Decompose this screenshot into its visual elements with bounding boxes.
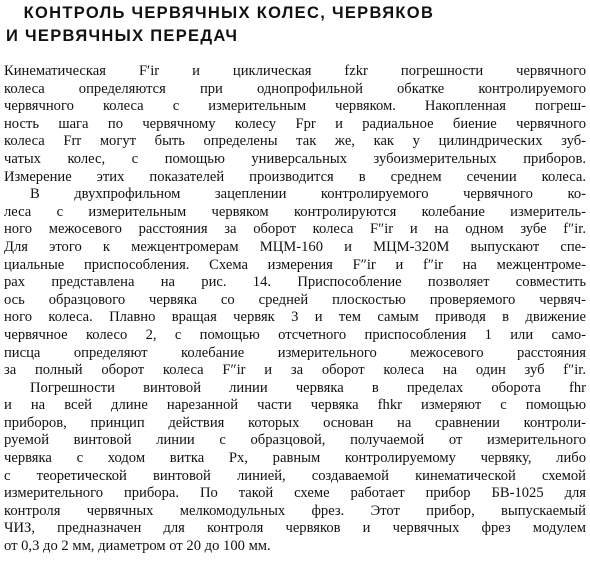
text-line: за полный оборот колеса F″ir и за оборот колеса на один зуб f″ir. bbox=[4, 362, 586, 379]
text-line: измерительного прибора. По такой схеме работает прибор БВ-1025 для bbox=[4, 485, 586, 502]
text-line: червячного колеса с измерительным червяком. Накопленная погреш- bbox=[4, 98, 586, 115]
text-line: и на всей длине нарезанной части червяка fhkr измеряют с помощью bbox=[4, 397, 586, 414]
text-line: ного межосевого расстояния за оборот колеса F″ir и на одном зубе f″ir. bbox=[4, 221, 586, 238]
text-line: ЧИЗ, предназначен для контроля червяков и червячных фрез модулем bbox=[4, 520, 586, 537]
text-line: ность шага по червячному колесу Fpr и радиальное биение червячного bbox=[4, 115, 586, 132]
section-title bbox=[6, 2, 586, 48]
text-line: с теоретической винтовой линией, создаваемой кинематической схемой bbox=[4, 467, 586, 484]
text-line: ось образцового червяка со средней плоскостью проверяемого червяч- bbox=[4, 291, 586, 308]
text-line: колеса определяются при однопрофильной обкатке контролируемого bbox=[4, 80, 586, 97]
paragraph-1 bbox=[4, 63, 586, 186]
text-line: ного колеса. Плавно вращая червяк 3 и тем самым приводя в движение bbox=[4, 309, 586, 326]
text-line: Для этого к межцентромерам МЦМ-160 и МЦМ-320М выпускают спе- bbox=[4, 238, 586, 255]
text-line: циальные приспособления. Схема измерения F″ir и f″ir на межцентроме- bbox=[4, 256, 586, 273]
text-line: червяка с ходом витка Px, равным контролируемому червяку, либо bbox=[4, 450, 586, 467]
text-line: контроля червячных мелкомодульных фрез. Этот прибор, выпускаемый bbox=[4, 502, 586, 519]
text-line: Кинематическая F′ir и циклическая fzkr погрешности червячного bbox=[4, 63, 586, 79]
text-line: Измерение этих показателей производится в среднем сечении колеса. bbox=[4, 168, 586, 185]
text-line: червячное колесо 2, с помощью отсчетного приспособления 1 или само- bbox=[4, 326, 586, 343]
text-line: чатых колес, с помощью универсальных зубоизмерительных приборов. bbox=[4, 150, 586, 167]
text-line: В двухпрофильном зацеплении контролируемого червячного ко- bbox=[30, 186, 586, 203]
paragraph-3 bbox=[4, 380, 586, 556]
title-line: КОНТРОЛЬ ЧЕРВЯЧНЫХ КОЛЕС, ЧЕРВЯКОВ bbox=[6, 4, 435, 22]
body-text bbox=[4, 63, 586, 556]
text-line: писца определяют колебание измерительного межосевого расстояния bbox=[4, 344, 586, 361]
paragraph-2 bbox=[4, 186, 586, 380]
text-line: руемой винтовой линии с образцовой, получаемой от измерительного bbox=[4, 432, 586, 449]
text-line: Погрешности винтовой линии червяка в пределах оборота fhr bbox=[30, 379, 586, 396]
title-line: И ЧЕРВЯЧНЫХ ПЕРЕДАЧ bbox=[6, 27, 239, 45]
text-line: колеса Frr могут быть определены так же, как у цилиндрических зуб- bbox=[4, 133, 586, 150]
text-line: леса с измерительным червяком контролируются колебание измеритель- bbox=[4, 203, 586, 220]
text-line: приборов, принцип действия которых основан на сравнении контроли- bbox=[4, 414, 586, 431]
text-line: рах представлена на рис. 14. Приспособление позволяет совместить bbox=[4, 274, 586, 291]
text-line: от 0,3 до 2 мм, диаметром от 20 до 100 мм. bbox=[4, 538, 271, 555]
